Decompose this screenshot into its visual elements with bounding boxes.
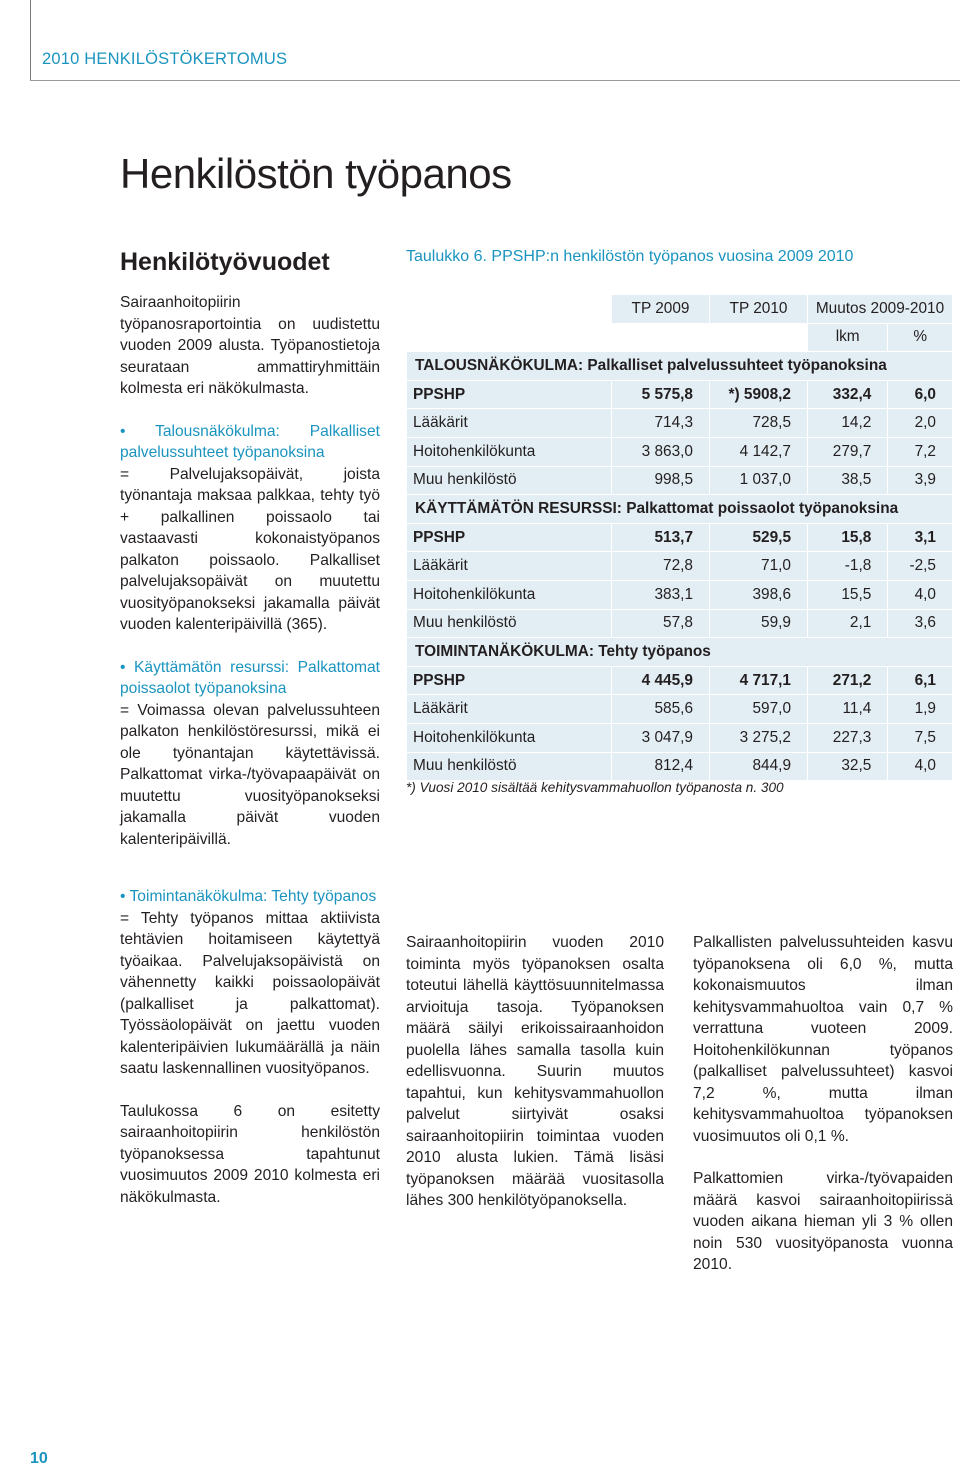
cell-change-pct: 6,1 (888, 666, 953, 695)
column-header-tp2009: TP 2009 (612, 295, 710, 324)
row-label: Lääkärit (407, 695, 612, 724)
cell-change-pct: 3,6 (888, 609, 953, 638)
cell-change-pct: 3,1 (888, 523, 953, 552)
cell-change-lkm: 11,4 (808, 695, 888, 724)
cell-change-lkm: 15,5 (808, 580, 888, 609)
cell-change-lkm: 271,2 (808, 666, 888, 695)
table-caption-label: Taulukko 6. (406, 248, 487, 265)
table-subheader-blank (407, 323, 808, 352)
cell-change-pct: 4,0 (888, 580, 953, 609)
row-label: PPSHP (407, 523, 612, 552)
cell-tp2009: 812,4 (612, 752, 710, 781)
bullet-talous (120, 421, 380, 636)
bullet-toiminta-body: = Tehty työpanos mittaa aktiivista tehtävien hoitamiseen käytettyä työaikaa. Palvelujaksopäivistä on vähennetty kaikki poissaolopäivät (palkalliset ja palkattomat). Työssäolopäivät on jaettu vuoden kalenteripäivien lukumäärällä ja näin saatu laskennallinen vuosityöpanos. (120, 909, 380, 1077)
cell-tp2009: 72,8 (612, 552, 710, 581)
cell-change-pct: 3,9 (888, 466, 953, 495)
column-subheader-lkm: lkm (808, 323, 888, 352)
cell-change-pct: -2,5 (888, 552, 953, 581)
table-group-title: TOIMINTANÄKÖKULMA: Tehty työpanos (407, 638, 953, 667)
row-label: Muu henkilöstö (407, 609, 612, 638)
left-column-lower (120, 886, 380, 1208)
cell-tp2009: 3 863,0 (612, 437, 710, 466)
table-row (407, 437, 953, 466)
cell-change-lkm: 32,5 (808, 752, 888, 781)
cell-tp2010: 3 275,2 (710, 723, 808, 752)
row-label: Muu henkilöstö (407, 752, 612, 781)
bullet-toiminta (120, 886, 380, 1080)
table-row (407, 409, 953, 438)
cell-change-pct: 6,0 (888, 380, 953, 409)
cell-tp2010: 728,5 (710, 409, 808, 438)
bullet-kayttamaton-head: • Käyttämätön resurssi: Palkattomat poissaolot työpanoksina (120, 658, 380, 697)
row-label: Muu henkilöstö (407, 466, 612, 495)
cell-tp2009: 714,3 (612, 409, 710, 438)
cell-tp2010: *) 5908,2 (710, 380, 808, 409)
cell-tp2009: 3 047,9 (612, 723, 710, 752)
column-header-muutos: Muutos 2009-2010 (808, 295, 953, 324)
bullet-toiminta-head: • Toimintanäkökulma: Tehty työpanos (120, 888, 377, 905)
cell-tp2010: 1 037,0 (710, 466, 808, 495)
row-label: PPSHP (407, 380, 612, 409)
table-row (407, 752, 953, 781)
table-row (407, 666, 953, 695)
page-title: Henkilöstön työpanos (120, 150, 512, 197)
header-rule-horizontal (30, 80, 960, 81)
cell-tp2010: 844,9 (710, 752, 808, 781)
intro-paragraph: Sairaanhoitopiirin työpanosraportointia on uudistettu vuoden 2009 alusta. Työpanostietoja seurataan ammattiryhmittäin kolmesta eri näkökulmasta. (120, 294, 380, 397)
right-paragraph-2: Palkattomien virka-/työvapaiden määrä kasvoi sairaanhoitopiirissä vuoden aikana hieman yli 3 % ollen noin 530 vuosityöpanosta vuonna 2010. (693, 1170, 953, 1273)
row-label: Hoitohenkilökunta (407, 723, 612, 752)
table-row (407, 552, 953, 581)
row-label: Hoitohenkilökunta (407, 580, 612, 609)
cell-change-lkm: 14,2 (808, 409, 888, 438)
cell-tp2009: 383,1 (612, 580, 710, 609)
bullet-talous-head: • Talousnäkökulma: Palkalliset palvelussuhteet työpanoksina (120, 422, 380, 461)
table-row (407, 466, 953, 495)
cell-change-lkm: 332,4 (808, 380, 888, 409)
bullet-kayttamaton-body: = Voimassa olevan palvelussuhteen palkaton henkilöstöresurssi, mikä ei ole työnantajan käytettävissä. Palkattomat virka-/työvapaapäivät on muutettu vuosityöpanokseksi jakamalla päivät vuoden kalenteripäivillä. (120, 701, 380, 848)
cell-tp2009: 5 575,8 (612, 380, 710, 409)
running-head: 2010 HENKILÖSTÖKERTOMUS (42, 50, 288, 68)
table-subheader-row (407, 323, 953, 352)
row-label: Hoitohenkilökunta (407, 437, 612, 466)
right-column (693, 932, 953, 1276)
cell-tp2009: 585,6 (612, 695, 710, 724)
table-caption (406, 248, 853, 266)
table-row (407, 609, 953, 638)
cell-tp2010: 59,9 (710, 609, 808, 638)
table-row (407, 723, 953, 752)
cell-tp2010: 529,5 (710, 523, 808, 552)
cell-change-lkm: 38,5 (808, 466, 888, 495)
cell-change-lkm: 227,3 (808, 723, 888, 752)
section-heading: Henkilötyövuodet (120, 248, 330, 276)
cell-tp2009: 4 445,9 (612, 666, 710, 695)
table-caption-text: PPSHP:n henkilöstön työpanos vuosina 2009 2010 (491, 248, 854, 265)
right-paragraph-1: Palkallisten palvelussuhteiden kasvu työpanoksena oli 6,0 %, mutta kokonaismuutos ilman kehitysvammahuoltoa vain 0,7 % verrattuna vuoteen 2009. Hoitohenkilökunnan työpanos (palkalliset palvelussuhteet) kasvoi 7,2 %, mutta ilman kehitysvammahuoltoa työpanoksen vuosimuutos oli 0,1 %. (693, 934, 953, 1145)
column-subheader-pct: % (888, 323, 953, 352)
cell-change-lkm: 279,7 (808, 437, 888, 466)
column-header-tp2010: TP 2010 (710, 295, 808, 324)
cell-tp2009: 513,7 (612, 523, 710, 552)
cell-tp2009: 57,8 (612, 609, 710, 638)
table-group-title: TALOUSNÄKÖKULMA: Palkalliset palvelussuhteet työpanoksina (407, 352, 953, 381)
cell-change-pct: 1,9 (888, 695, 953, 724)
table-header-blank (407, 295, 612, 324)
table-footnote: *) Vuosi 2010 sisältää kehitysvammahuollon työpanosta n. 300 (406, 780, 784, 795)
cell-change-lkm: -1,8 (808, 552, 888, 581)
row-label: Lääkärit (407, 409, 612, 438)
table-row (407, 523, 953, 552)
left-column (120, 292, 380, 850)
cell-change-lkm: 15,8 (808, 523, 888, 552)
page-number: 10 (30, 1450, 48, 1467)
table-row (407, 380, 953, 409)
cell-tp2010: 71,0 (710, 552, 808, 581)
work-input-table (406, 294, 953, 781)
table-group-row (407, 495, 953, 524)
cell-tp2010: 4 142,7 (710, 437, 808, 466)
row-label: Lääkärit (407, 552, 612, 581)
table-row (407, 695, 953, 724)
table-group-title: KÄYTTÄMÄTÖN RESURSSI: Palkattomat poissaolot työpanoksina (407, 495, 953, 524)
table-row (407, 580, 953, 609)
cell-tp2010: 597,0 (710, 695, 808, 724)
cell-tp2010: 4 717,1 (710, 666, 808, 695)
cell-change-pct: 7,5 (888, 723, 953, 752)
table-reference-paragraph: Taulukossa 6 on esitetty sairaanhoitopiirin henkilöstön työpanoksessa tapahtunut vuosimuutos 2009 2010 kolmesta eri näkökulmasta. (120, 1102, 380, 1206)
header-rule-vertical (30, 0, 31, 80)
cell-tp2009: 998,5 (612, 466, 710, 495)
bullet-kayttamaton (120, 657, 380, 851)
cell-change-pct: 2,0 (888, 409, 953, 438)
cell-change-pct: 7,2 (888, 437, 953, 466)
middle-column (406, 932, 664, 1212)
table-header-row (407, 295, 953, 324)
table-group-row (407, 352, 953, 381)
cell-tp2010: 398,6 (710, 580, 808, 609)
row-label: PPSHP (407, 666, 612, 695)
bullet-talous-body: = Palvelujaksopäivät, joista työnantaja maksaa palkkaa, tehty työ + palkallinen poissaolo tai vastaavasti kokonaistyöpanos palkaton poissaolo. Palkalliset palvelujaksopäivät on muutettu vuosityöpanokseksi jakamalla päivät vuoden kalenteripäivillä (365). (120, 465, 380, 633)
cell-change-pct: 4,0 (888, 752, 953, 781)
middle-paragraph: Sairaanhoitopiirin vuoden 2010 toiminta myös työpanoksen osalta toteutui lähellä käyttösuunnitelmassa arvioituja tasoja. Työpanoksen määrä säilyi erikoissairaanhoidon puolella lähes samalla tasolla kuin edellisvuonna. Suurin muutos tapahtui, kun kehitysvammahuollon palvelut siirtyivät osaksi sairaanhoitopiirin toimintaa vuoden 2010 alusta lukien. Tämä lisäsi työpanoksen määrää vuositasolla lähes 300 henkilötyöpanoksella. (406, 934, 664, 1209)
cell-change-lkm: 2,1 (808, 609, 888, 638)
table-group-row (407, 638, 953, 667)
